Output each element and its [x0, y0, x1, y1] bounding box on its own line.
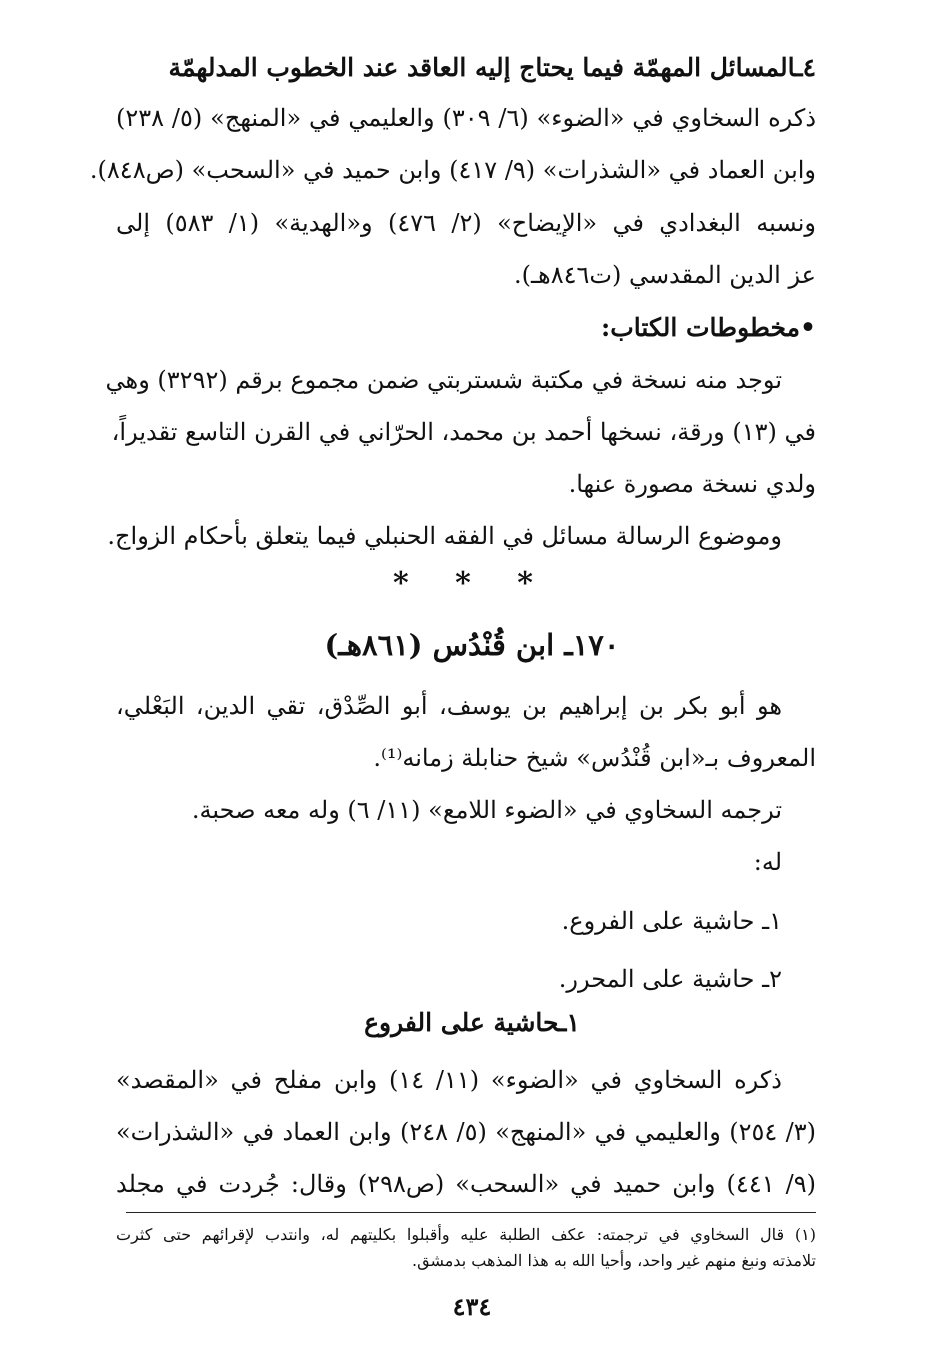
paragraph-attribution	[116, 197, 816, 301]
text-line: المعروف بـ«ابن قُنْدُس» شيخ حنابلة زمانه⁽¹⁾.	[373, 744, 816, 772]
list-item: ٢ـ حاشية على المحرر.	[558, 965, 782, 993]
footnote-divider	[126, 1212, 816, 1213]
works-list	[116, 892, 816, 1008]
text-line: في (١٣) ورقة، نسخها أحمد بن محمد، الحرّاني في القرن التاسع تقديراً،	[111, 418, 816, 446]
footnote	[116, 1222, 816, 1274]
text-line: (٩/ ٤٤١) وابن حميد في «السحب» (ص٢٩٨) وقال: جُردت في مجلد	[116, 1170, 816, 1198]
page-number: ٤٣٤	[452, 1292, 492, 1321]
text-line: وابن العماد في «الشذرات» (٩/ ٤١٧) وابن حميد في «السحب» (ص٨٤٨).	[89, 156, 816, 184]
paragraph-translation	[116, 784, 816, 836]
list-item: ١ـ حاشية على الفروع.	[561, 907, 782, 935]
manuscripts-heading	[116, 302, 816, 354]
separator-stars: * * *	[393, 566, 551, 601]
paragraph-topic	[107, 510, 816, 562]
text-line: ذكره السخاوي في «الضوء» (١١/ ١٤) وابن مفلح في «المقصد»	[116, 1066, 782, 1094]
paragraph-references-2	[116, 1054, 816, 1210]
text-line: عز الدين المقدسي (ت٨٤٦هـ).	[514, 261, 816, 289]
text-line: وموضوع الرسالة مسائل في الفقه الحنبلي فيما يتعلق بأحكام الزواج.	[107, 522, 782, 550]
section-heading	[116, 42, 816, 94]
work-heading: ١ـحاشية على الفروع	[364, 1008, 580, 1037]
text-line: له:	[753, 848, 782, 876]
text-line: هو أبو بكر بن إبراهيم بن يوسف، أبو الصِّدْق، تقي الدين، البَعْلي،	[116, 692, 782, 720]
works-label	[116, 836, 816, 888]
entry-title: ١٧٠ـ ابن قُنْدُس (٨٦١هـ)	[324, 628, 620, 662]
paragraph-manuscripts	[105, 354, 816, 510]
text-line: ولدي نسخة مصورة عنها.	[568, 470, 816, 498]
text-line: ذكره السخاوي في «الضوء» (٦/ ٣٠٩) والعليمي في «المنهج» (٥/ ٢٣٨)	[116, 104, 817, 132]
text-line: توجد منه نسخة في مكتبة شستربتي ضمن مجموع برقم (٣٢٩٢) وهي	[105, 366, 782, 394]
heading-text: ٤ـالمسائل المهمّة فيما يحتاج إليه العاقد عند الخطوب المدلهمّة	[168, 53, 816, 82]
text-line: ونسبه البغدادي في «الإيضاح» (٢/ ٤٧٦) و«الهدية» (١/ ٥٨٣) إلى	[116, 209, 816, 237]
footnote-line: تلامذته ونبغ منهم غير واحد، وأحيا الله به هذا المذهب بدمشق.	[412, 1251, 816, 1270]
paragraph-biography	[116, 680, 816, 784]
text-line: ترجمه السخاوي في «الضوء اللامع» (١١/ ٦) وله معه صحبة.	[191, 796, 782, 824]
footnote-line: (١) قال السخاوي في ترجمته: عكف الطلبة عليه وأقبلوا بكليتهم له، وانتدب لإقرائهم حتى كثرت	[116, 1225, 816, 1244]
paragraph-references-1	[89, 92, 817, 196]
text-line: (٣/ ٢٥٤) والعليمي في «المنهج» (٥/ ٢٤٨) وابن العماد في «الشذرات»	[116, 1118, 817, 1146]
subheading-text: •مخطوطات الكتاب:	[601, 313, 816, 342]
